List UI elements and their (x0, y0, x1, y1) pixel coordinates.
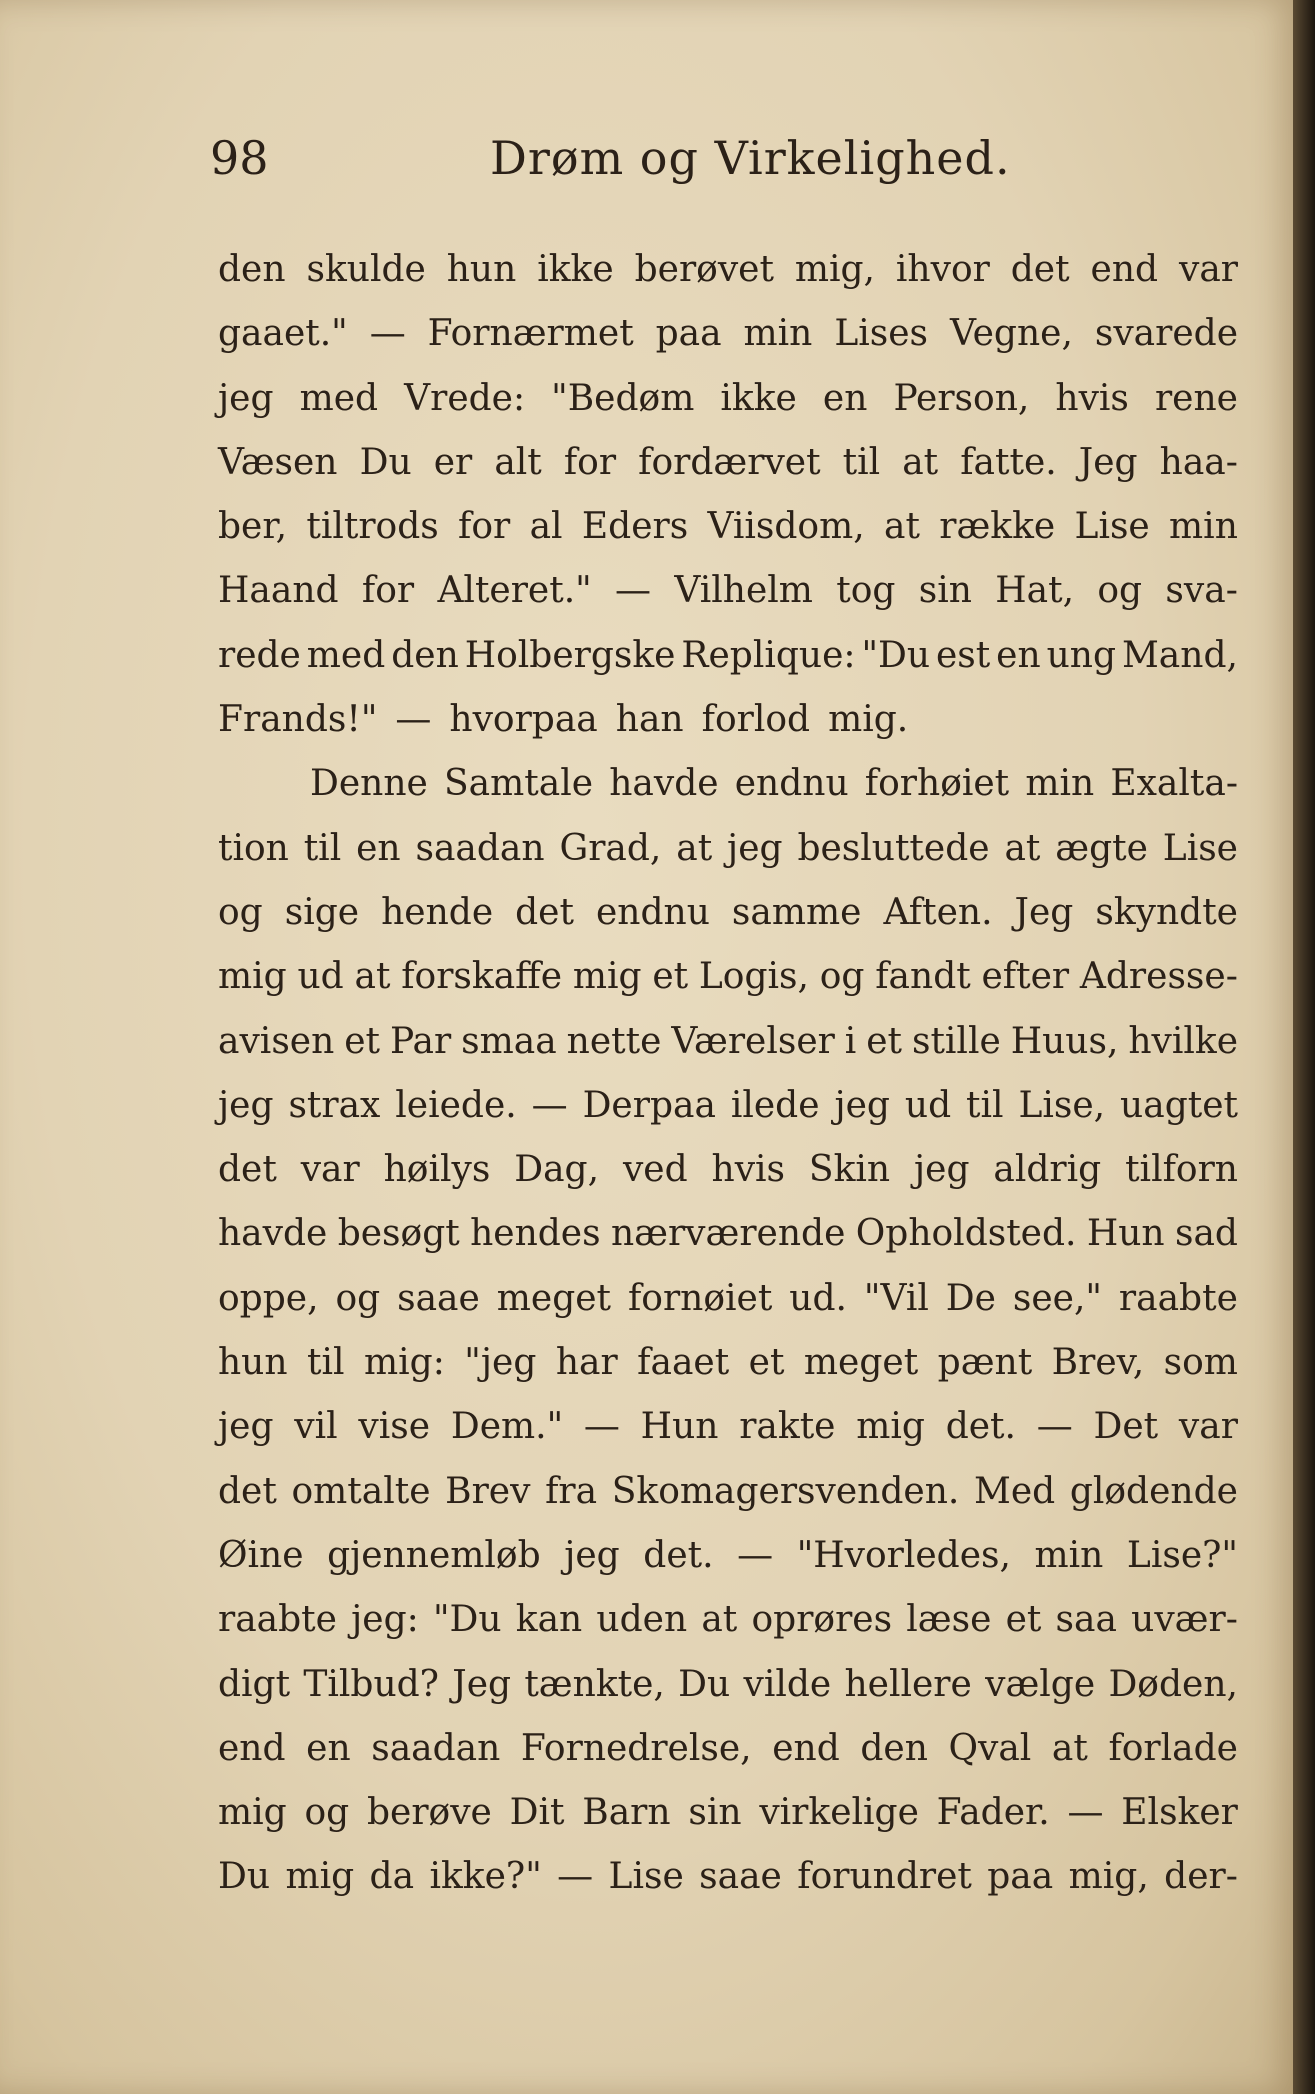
text-line (218, 1331, 1238, 1395)
word: Vrede: (404, 377, 526, 419)
word: han (615, 699, 684, 741)
word: raabte (1118, 1277, 1238, 1319)
text-line (218, 1074, 1238, 1138)
word: min (1034, 1534, 1104, 1576)
word: Vegne, (949, 313, 1073, 355)
text-line (218, 302, 1238, 366)
word: vilde (743, 1663, 832, 1705)
word: i (844, 1020, 857, 1062)
word: en (356, 827, 401, 869)
word: hvilke (1128, 1020, 1238, 1062)
word: var (1178, 249, 1238, 290)
word: saadan (415, 827, 545, 869)
word: raabte (218, 1599, 337, 1641)
word: "Du (432, 1599, 502, 1641)
word: det (218, 1470, 277, 1512)
body-text (218, 238, 1238, 1910)
word: skulde (306, 249, 426, 290)
word: hellere (844, 1663, 972, 1705)
word: var (300, 1149, 360, 1191)
word: og (335, 1277, 381, 1319)
word: uagtet (1120, 1084, 1238, 1126)
word: tiltrods (306, 506, 439, 548)
word: et (652, 956, 689, 998)
word: nærværende (610, 1213, 846, 1255)
word: jeg (834, 1084, 890, 1126)
word: Væsen (218, 441, 338, 483)
word: med (299, 377, 379, 419)
word: Denne (310, 763, 428, 805)
word: Du (359, 441, 412, 483)
text-line (218, 624, 1238, 688)
word: Det (1093, 1406, 1159, 1448)
word: Qval (948, 1727, 1032, 1769)
word: sin (688, 1792, 742, 1834)
word: forlade (1108, 1727, 1238, 1769)
word: — (531, 1084, 568, 1126)
word: hun (218, 1342, 288, 1384)
word: Lise (1162, 827, 1238, 869)
word: Aften. (883, 891, 993, 933)
word: Holbergske (464, 634, 676, 676)
book-spine-edge (1293, 0, 1315, 2094)
word: sad (1174, 1213, 1238, 1255)
word: det. (945, 1406, 1016, 1448)
word: — (737, 1534, 774, 1576)
word: har (555, 1342, 618, 1384)
word: at (701, 1599, 738, 1641)
text-line (218, 238, 1238, 302)
word: til (303, 827, 342, 869)
word: efter (981, 956, 1070, 998)
word: Alteret." (437, 570, 592, 612)
word: sige (284, 891, 360, 933)
word: at (676, 827, 713, 869)
word: Person, (893, 377, 1030, 419)
text-line (218, 495, 1238, 559)
word: ud. (789, 1277, 847, 1319)
word: vise (358, 1406, 431, 1448)
word: Øine (218, 1534, 304, 1576)
word: Skin (808, 1149, 891, 1191)
word: saae (397, 1277, 480, 1319)
word: mig, (794, 249, 875, 290)
word: "Bedøm (551, 377, 695, 419)
text-line (218, 945, 1238, 1009)
word: tog (836, 570, 896, 612)
word: "Vil (863, 1277, 929, 1319)
text-line (218, 1460, 1238, 1524)
word: en (996, 634, 1041, 676)
word: et (344, 1020, 380, 1062)
word: Logis, (698, 956, 809, 998)
word: Huus, (1010, 1020, 1119, 1062)
word: De (945, 1277, 996, 1319)
word: mig (856, 1406, 925, 1448)
word: et (866, 1020, 903, 1062)
word: Jeg (452, 1663, 512, 1705)
text-line (218, 367, 1238, 431)
word: paa (987, 1856, 1054, 1898)
word: "Hvorledes, (796, 1534, 1011, 1576)
word: berøve (366, 1792, 492, 1834)
word: oprøres (751, 1599, 893, 1641)
word: ber, (218, 506, 288, 548)
word: besluttede (797, 827, 990, 869)
word: — (557, 1856, 594, 1898)
word: uvær- (1131, 1599, 1238, 1641)
word: et (1005, 1599, 1042, 1641)
word: — (583, 1406, 620, 1448)
word: — (615, 570, 652, 612)
word: Tilbud? (303, 1663, 439, 1705)
text-line (218, 1524, 1238, 1588)
word: en (306, 1727, 351, 1769)
word: forhøiet (864, 763, 1010, 805)
word: Grad, (559, 827, 662, 869)
word: fordærvet (638, 441, 821, 483)
running-head (210, 128, 1240, 198)
word: jeg (218, 1084, 274, 1126)
word: Mand, (1121, 634, 1238, 676)
word: til (966, 1084, 1004, 1126)
word: den (218, 249, 286, 290)
word: tænkte, (524, 1663, 665, 1705)
word: avisen (218, 1020, 335, 1062)
word: Skomagersvenden. (611, 1470, 960, 1512)
word: for (361, 570, 415, 612)
word: mig: (364, 1342, 445, 1384)
word: Dit (509, 1792, 565, 1834)
word: svarede (1094, 313, 1238, 355)
word: og (819, 956, 865, 998)
text-line (218, 688, 1238, 752)
word: berøvet (634, 249, 774, 290)
word: Exalta- (1110, 763, 1238, 805)
word: at (1004, 827, 1041, 869)
word: Samtale (444, 763, 594, 805)
word: endnu (734, 763, 849, 805)
word: Brev (445, 1470, 531, 1512)
word: Jeg (1078, 441, 1138, 483)
word: est (936, 634, 991, 676)
word: faaet (637, 1342, 730, 1384)
word: fatte. (960, 441, 1057, 483)
word: al (529, 506, 563, 548)
word: Hun (1086, 1213, 1165, 1255)
word: det (515, 891, 574, 933)
word: ilede (730, 1084, 820, 1126)
word: der- (1164, 1856, 1238, 1898)
word: oppe, (218, 1277, 319, 1319)
word: Brev, (1051, 1342, 1145, 1384)
word: havde (218, 1213, 328, 1255)
word: hvorpaa (449, 699, 598, 741)
word: omtalte (291, 1470, 431, 1512)
word: et (748, 1342, 785, 1384)
word: ved (622, 1149, 688, 1191)
word: Fader. (936, 1792, 1050, 1834)
word: rakte (739, 1406, 836, 1448)
word: mig (218, 956, 287, 998)
word: saae (699, 1856, 782, 1898)
word: til (842, 441, 881, 483)
word: min (743, 313, 813, 355)
word: Elsker (1121, 1792, 1238, 1834)
text-line (218, 752, 1238, 816)
word: ikke (720, 377, 797, 419)
word: at (354, 956, 391, 998)
word: til (307, 1342, 345, 1384)
word: Lise, (1018, 1084, 1106, 1126)
word: og (1097, 570, 1143, 612)
word: mig, (1068, 1856, 1149, 1898)
word: end (772, 1727, 840, 1769)
word: Lises (834, 313, 928, 355)
word: hendes (470, 1213, 601, 1255)
word: er (433, 441, 473, 483)
word: Hun (640, 1406, 719, 1448)
text-line (218, 1653, 1238, 1717)
word: jeg (727, 827, 783, 869)
word: havde (609, 763, 719, 805)
word: ihvor (895, 249, 990, 290)
word: strax (288, 1084, 381, 1126)
word: det (1010, 249, 1070, 290)
word: besøgt (337, 1213, 460, 1255)
word: vil (294, 1406, 338, 1448)
word: jeg (218, 377, 274, 419)
word: haa- (1159, 441, 1238, 483)
word: Haand (218, 570, 339, 612)
word: det (218, 1149, 277, 1191)
word: kan (515, 1599, 583, 1641)
page-number: 98 (210, 131, 269, 185)
word: læse (906, 1599, 992, 1641)
text-line (218, 1781, 1238, 1845)
text-line (218, 1267, 1238, 1331)
word: for (458, 506, 511, 548)
word: — (369, 313, 406, 355)
word: Par (389, 1020, 452, 1062)
word: uden (596, 1599, 688, 1641)
word: rede (218, 634, 301, 676)
word: at (902, 441, 939, 483)
word: Du (218, 1856, 271, 1898)
word: Lise (1074, 506, 1150, 548)
word: saadan (371, 1727, 501, 1769)
word: hvis (711, 1149, 786, 1191)
word: mig (285, 1856, 355, 1898)
word: jeg (218, 1406, 274, 1448)
word: glødende (1069, 1470, 1238, 1512)
word: — (1067, 1792, 1104, 1834)
word: digt (218, 1663, 291, 1705)
word: smaa (461, 1020, 557, 1062)
text-line (218, 431, 1238, 495)
word: Derpaa (582, 1084, 716, 1126)
word: ikke (537, 249, 614, 290)
word: Du (678, 1663, 731, 1705)
word: rene (1154, 377, 1238, 419)
text-line (218, 817, 1238, 881)
word: forundret (797, 1856, 972, 1898)
word: hvis (1055, 377, 1129, 419)
word: forskaffe (401, 956, 563, 998)
word: Eders (581, 506, 689, 548)
word: at (883, 506, 920, 548)
word: tion (218, 827, 289, 869)
word: fra (545, 1470, 598, 1512)
word: Frands!" (218, 699, 378, 741)
word: ægte (1055, 827, 1148, 869)
word: Døden, (1108, 1663, 1238, 1705)
word: tilforn (1125, 1149, 1238, 1191)
word: min (1169, 506, 1238, 548)
word: see," (1012, 1277, 1102, 1319)
word: nette (566, 1020, 662, 1062)
word: Fornedrelse, (520, 1727, 752, 1769)
word: Viisdom, (707, 506, 865, 548)
word: Med (973, 1470, 1056, 1512)
word: min (1025, 763, 1095, 805)
word: og (304, 1792, 350, 1834)
word: Jeg (1014, 891, 1074, 933)
text-line (218, 1588, 1238, 1652)
word: stille (911, 1020, 1001, 1062)
word: pænt (937, 1342, 1033, 1384)
word: den (391, 634, 459, 676)
word: gaaet." (218, 313, 348, 355)
word: med (306, 634, 386, 676)
word: forlod (701, 699, 811, 741)
word: det. (643, 1534, 714, 1576)
word: gjennemløb (327, 1534, 541, 1576)
word: Barn (582, 1792, 671, 1834)
word: hun (446, 249, 517, 290)
word: saa (1055, 1599, 1117, 1641)
word: Lise?" (1126, 1534, 1238, 1576)
word: Vilhelm (674, 570, 813, 612)
word: jeg (564, 1534, 620, 1576)
word: Adresse- (1079, 956, 1238, 998)
word: vælge (985, 1663, 1096, 1705)
word: da (369, 1856, 415, 1898)
word: og (218, 891, 263, 933)
word: end (218, 1727, 286, 1769)
word: meget (803, 1342, 919, 1384)
word: jeg: (351, 1599, 419, 1641)
word: jeg (914, 1149, 970, 1191)
text-line (218, 1845, 1238, 1909)
text-line (218, 1395, 1238, 1459)
word: Dag, (514, 1149, 600, 1191)
word: Dem." (450, 1406, 564, 1448)
text-line (218, 559, 1238, 623)
text-line (218, 1717, 1238, 1781)
word: mig (218, 1792, 287, 1834)
word: Hat, (995, 570, 1075, 612)
word: som (1163, 1342, 1238, 1384)
word: virkelige (759, 1792, 919, 1834)
running-title: Drøm og Virkelighed. (490, 131, 1011, 185)
word: den (860, 1727, 928, 1769)
text-line (218, 1202, 1238, 1266)
text-line (218, 881, 1238, 945)
word: leiede. (395, 1084, 517, 1126)
word: "Du (861, 634, 931, 676)
word: alt (494, 441, 542, 483)
word: en (822, 377, 868, 419)
word: endnu (595, 891, 710, 933)
word: mig. (828, 699, 909, 741)
word: — (1036, 1406, 1073, 1448)
word: ikke?" (429, 1856, 542, 1898)
word: at (1051, 1727, 1088, 1769)
word: ung (1046, 634, 1117, 676)
word: paa (655, 313, 722, 355)
word: meget (496, 1277, 612, 1319)
word: for (563, 441, 617, 483)
word: Replique: (681, 634, 856, 676)
word: ud (297, 956, 344, 998)
word: sva- (1165, 570, 1238, 612)
word: ud (904, 1084, 952, 1126)
word: Værelser (671, 1020, 835, 1062)
word: hende (381, 891, 494, 933)
word: række (939, 506, 1056, 548)
word: fandt (875, 956, 971, 998)
word: — (395, 699, 432, 741)
word: skyndte (1095, 891, 1238, 933)
word: "jeg (464, 1342, 537, 1384)
text-line (218, 1010, 1238, 1074)
word: aldrig (993, 1149, 1102, 1191)
word: Fornærmet (427, 313, 634, 355)
word: Lise (608, 1856, 684, 1898)
word: samme (731, 891, 862, 933)
word: fornøiet (627, 1277, 773, 1319)
word: end (1090, 249, 1159, 290)
word: mig (572, 956, 642, 998)
word: var (1178, 1406, 1238, 1448)
word: Opholdsted. (855, 1213, 1077, 1255)
word: høilys (383, 1149, 491, 1191)
word: sin (918, 570, 972, 612)
text-line (218, 1138, 1238, 1202)
